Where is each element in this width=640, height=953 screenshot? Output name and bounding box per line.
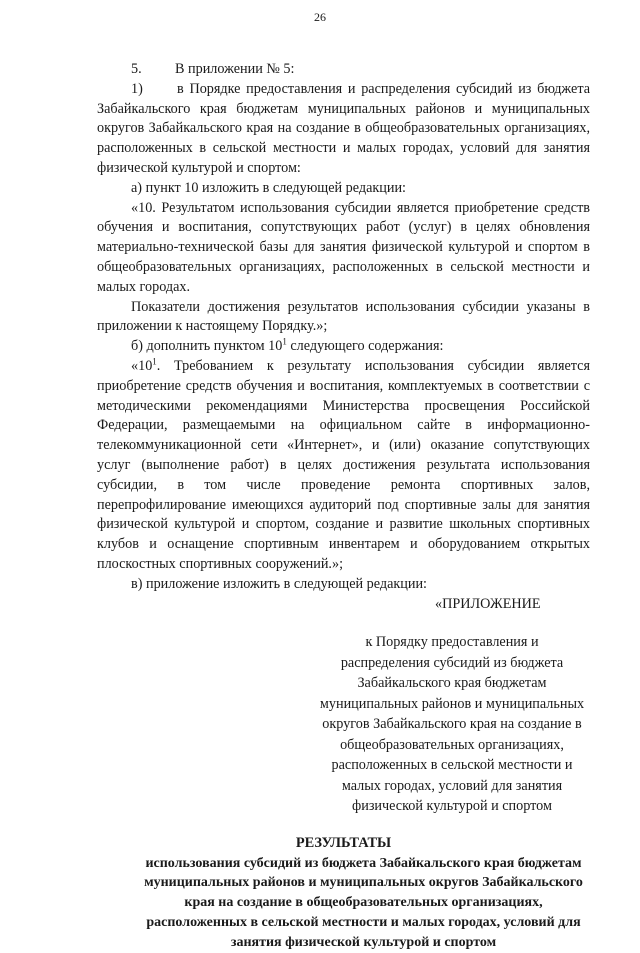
appendix-line: физической культурой и спортом: [352, 798, 552, 815]
subitem-b: [97, 337, 590, 357]
item-1-paragraph: [97, 80, 590, 179]
results-line: края на создание в общеобразовательных организациях,: [184, 895, 543, 911]
paragraph-10-1-pre: «10: [131, 357, 153, 374]
section-title: В приложении № 5:: [175, 61, 295, 77]
paragraph-10-1: [97, 357, 590, 575]
subitem-b-pre: б) дополнить пунктом 10: [131, 338, 283, 355]
results-line: использования субсидий из бюджета Забайкальского края бюджетам: [145, 855, 582, 871]
subitem-b-sup: 1: [282, 336, 287, 347]
indicators-paragraph: Показатели достижения результатов использования субсидии указаны в приложении к настоящему Порядку.»;: [97, 298, 590, 335]
paragraph-10-1-sup: 1: [152, 356, 157, 367]
paragraph-10-1-text: . Требованием к результату использования субсидии является приобретение средств обучения и воспитания, комплектуемых в соответствии с методическими рекомендациями Министерства просвещения Российской Федерации, размещаемыми на официальном сайте в информационно-телекоммуникационной сети «Интернет», и (или) оказание сопутствующих услуг (выполнение работ) в целях достижения результата использования субсидии, в том числе проведение ремонта спортивных залов, перепрофилирование имеющихся аудиторий под спортивные залы для занятия физической культурой и спортом, создание и развитие школьных спортивных клубов и оснащение спортивным инвентарем и оборудованием открытых плоскостных спортивных сооружений.»;: [97, 357, 590, 572]
appendix-line: распределения субсидий из бюджета: [340, 654, 564, 671]
page-number: 26: [314, 10, 326, 24]
appendix-reference: [297, 632, 607, 817]
subitem-b-post: следующего содержания:: [286, 338, 444, 355]
results-line: занятия физической культурой и спортом: [230, 934, 497, 950]
results-subtitle: [97, 854, 590, 953]
appendix-line: округов Забайкальского края на создание в: [322, 716, 582, 733]
appendix-line: общеобразовательных организациях,: [340, 736, 564, 753]
paragraph-10: «10. Результатом использования субсидии является приобретение средств обучения и воспитания, сопутствующих работ (услуг) в целях обновления материально-технической базы для занятия физической культурой и спортом в общеобразовательных организациях, расположенных в сельской местности и малых городах.: [97, 199, 590, 295]
results-line: муниципальных районов и муниципальных округов Забайкальского: [144, 875, 583, 891]
appendix-line: малых городах, условий для занятия: [341, 777, 563, 794]
results-title: РЕЗУЛЬТАТЫ: [295, 834, 392, 851]
appendix-line: к Порядку предоставления и: [365, 634, 539, 651]
item-1-text: в Порядке предоставления и распределения субсидий из бюджета Забайкальского края бюджетам муниципальных районов и муниципальных округов Забайкальского края на создание в общеобразовательных организациях, расположенных в сельской местности и малых городах, условий для занятия физической культурой и спортом:: [97, 80, 591, 176]
subitem-a: а) пункт 10 изложить в следующей редакции:: [131, 179, 406, 196]
document-body: [97, 60, 590, 953]
section-number: 5.: [131, 61, 142, 77]
appendix-line: Забайкальского края бюджетам: [357, 675, 547, 692]
appendix-line: муниципальных районов и муниципальных: [319, 695, 585, 712]
results-line: расположенных в сельской местности и малых городах, условий для: [146, 915, 581, 930]
appendix-heading: «ПРИЛОЖЕНИЕ: [435, 595, 541, 612]
subitem-v: в) приложение изложить в следующей редакции:: [131, 575, 427, 592]
appendix-line: расположенных в сельской местности и: [331, 757, 573, 774]
section-heading: [97, 60, 590, 80]
item-1-number: 1): [131, 80, 143, 97]
